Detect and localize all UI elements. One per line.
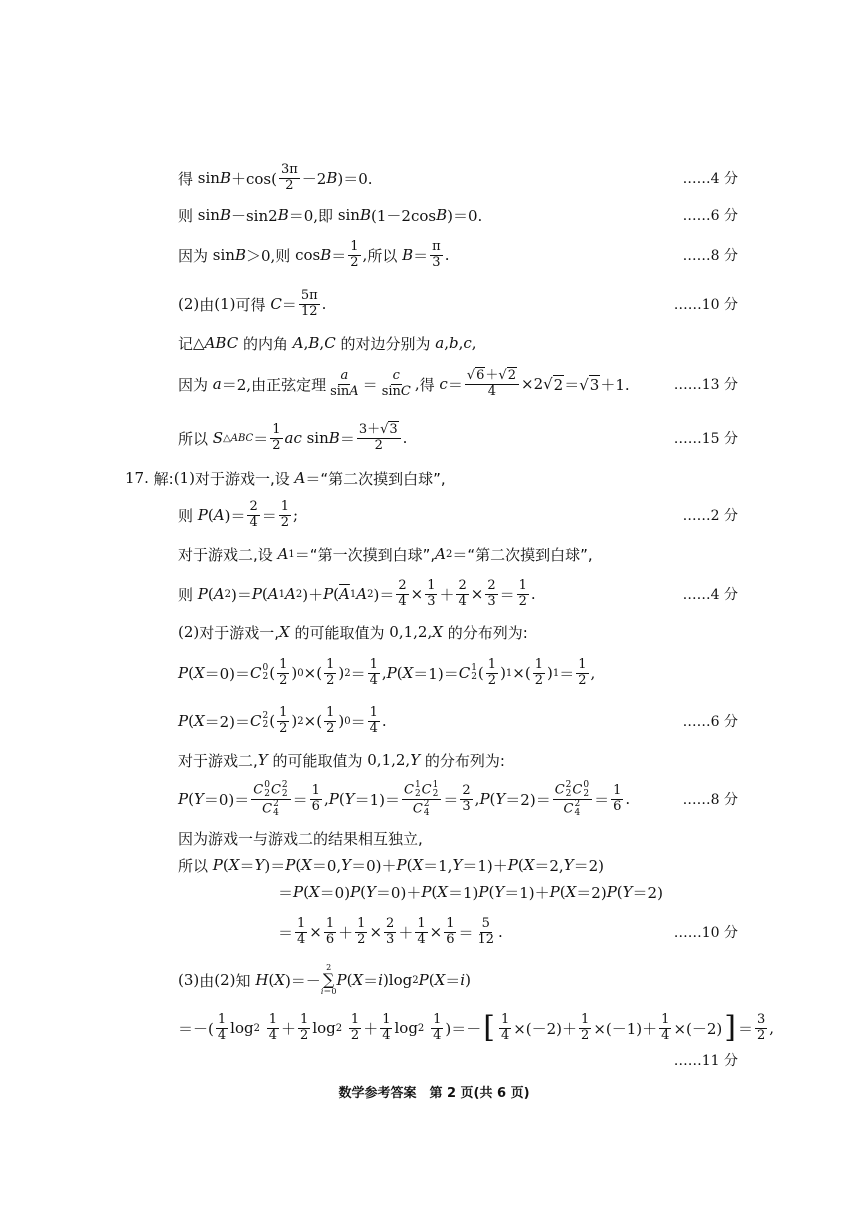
solution-line xyxy=(178,1006,775,1050)
math-expression: 则 sin B －sin2 B ＝0, 即 sin B (1－2cos B )＝0. xyxy=(178,206,483,225)
math-expression: ＝ $\frac{1}{4}$ × $\frac{1}{6}$ ＋ $\frac{1}{2}$ × $\frac{2}{3}$ ＋ $\frac{1}{4}$ × $\frac{1}{6}$ ＝ $\frac{5}{12}$ . xyxy=(278,915,503,947)
score-mark: ……13 分 xyxy=(673,377,738,393)
solution-line xyxy=(178,238,738,272)
solution-line xyxy=(178,366,738,402)
fraction: $\frac{3\pi}{2}$ xyxy=(280,161,298,193)
solution-line xyxy=(278,914,738,950)
math-expression: 因为游戏一与游戏二的结果相互独立, xyxy=(178,829,423,848)
score-mark: ……11 分 xyxy=(673,1053,738,1069)
score-mark: ……10 分 xyxy=(673,925,738,941)
solution-line xyxy=(178,203,738,227)
math-expression: (2) 由 (1) 可得 C ＝ $\frac{5\pi}{12}$ . xyxy=(178,287,327,319)
math-expression: 所以 P ( X ＝ Y )＝ P ( X ＝0, Y ＝0)＋ P ( X ＝1, Y ＝1)＋ P ( X ＝2, Y ＝2) xyxy=(178,856,605,875)
score-mark: ……6 分 xyxy=(682,208,738,224)
math-expression: ＝ P ( X ＝0) P ( Y ＝0)＋ P ( X ＝1) P ( Y ＝1)＋ P ( X ＝2) P ( Y ＝2) xyxy=(278,883,663,902)
score-mark: ……8 分 xyxy=(682,248,738,264)
solution-line xyxy=(178,655,738,691)
math-expression: 所以 S △ABC ＝ $\frac{1}{2}$ ac sin B ＝ $\frac{3+√3}{2}$ . xyxy=(178,421,408,453)
math-expression: (2) 对于游戏一, X 的可能取值为 0,1,2, X 的分布列为: xyxy=(178,623,528,642)
math-expression: 因为 sin B ＞0, 则 cos B ＝ $\frac{1}{2}$ , 所以 B ＝ $\frac{\pi}{3}$ . xyxy=(178,238,450,270)
solution-line xyxy=(178,162,738,194)
solution-line xyxy=(278,880,738,904)
math-expression: P ( X ＝2)＝ C 2 2 ( $\frac{1}{2}$ ) 2 ×( $\frac{1}{2}$ ) 0 ＝ $\frac{1}{4}$ . xyxy=(178,704,387,736)
solution-line xyxy=(178,962,738,998)
problem-header xyxy=(125,466,738,490)
solution-line xyxy=(178,331,738,355)
math-expression: 对于游戏二, Y 的可能取值为 0,1,2, Y 的分布列为: xyxy=(178,751,505,770)
solution-line xyxy=(178,420,738,456)
math-expression: P ( Y ＝0)＝ C 0 2 C 2 2 C 2 4 ＝ $\frac{1}{6}$ , P ( Y ＝1)＝ C 1 2 C 1 2 C 2 4 ＝ $\frac{2}{3}$ , P ( Y ＝2)＝ C 2 2 C 0 2 C 2 4 ＝ $\frac{1}{6}$ . xyxy=(178,779,631,818)
score-mark: ……4 分 xyxy=(682,587,738,603)
math-expression: 记 △ ABC 的内角 A , B , C 的对边分别为 a , b , c , xyxy=(178,334,477,353)
score-mark: ……4 分 xyxy=(682,171,738,187)
solution-line xyxy=(178,542,738,566)
page-footer: 数学参考答案 第 2 页(共 6 页) xyxy=(338,1086,530,1101)
score-mark: ……10 分 xyxy=(673,297,738,313)
math-expression: (3) 由 (2) 知 H ( X )＝－ 2 ∑ i＝0 P ( X ＝ i )log 2 P ( X ＝ i ) xyxy=(178,963,471,996)
score-mark: ……2 分 xyxy=(682,508,738,524)
score-mark: ……8 分 xyxy=(682,792,738,808)
score-mark: ……6 分 xyxy=(682,714,738,730)
solution-line xyxy=(178,703,738,739)
solution-line xyxy=(178,287,738,321)
math-expression: P ( X ＝0)＝ C 0 2 ( $\frac{1}{2}$ ) 0 ×( $\frac{1}{2}$ ) 2 ＝ $\frac{1}{4}$ , P ( X ＝1)＝ C 1 2 ( $\frac{1}{2}$ ) 1 ×( $\frac{1}{2}$ ) 1 ＝ $\frac{1}{2}$ , xyxy=(178,656,596,688)
solution-line xyxy=(178,498,738,532)
math-expression: 得 sin B ＋cos( $\frac{3\pi}{2}$ －2 B )＝0. xyxy=(178,161,373,193)
math-expression: 对于游戏二,设 A 1 ＝ “第一次摸到白球”, A 2 ＝ “第二次摸到白球”, xyxy=(178,545,593,564)
score-mark: ……15 分 xyxy=(673,431,738,447)
solution-line xyxy=(178,826,738,850)
math-expression: ＝－( $\frac{1}{4}$ log 2 $\frac{1}{4}$ ＋ $\frac{1}{2}$ log 2 $\frac{1}{2}$ ＋ $\frac{1}{4}$ log 2 $\frac{1}{4}$ )＝－ [ $\frac{1}{4}$ ×(－2)＋ $\frac{1}{2}$ ×(－1)＋ $\frac{1}{4}$ ×(－2) ] ＝ $\frac{3}{2}$ , xyxy=(178,1010,775,1045)
solution-line xyxy=(178,620,738,644)
math-expression: 17. 解: (1) 对于游戏一,设 A ＝ “第二次摸到白球”, xyxy=(125,469,446,488)
math-expression: 则 P ( A 2 )＝ P ( A 1 A 2 )＋ P ( $\overline{A}$ 1 A 2 )＝ $\frac{2}{4}$ × $\frac{1}{3}$ ＋ $\frac{2}{4}$ × $\frac{2}{3}$ ＝ $\frac{1}{2}$ . xyxy=(178,577,536,609)
math-expression: 则 P ( A )＝ $\frac{2}{4}$ ＝ $\frac{1}{2}$ ; xyxy=(178,498,299,530)
solution-line xyxy=(178,778,738,820)
solution-line xyxy=(178,577,738,611)
solution-line xyxy=(178,748,738,772)
solution-line xyxy=(178,853,738,877)
math-expression: 因为 a ＝2, 由正弦定理 $\frac{a}{\sin A}$ ＝ $\frac{c}{\sin C}$ , 得 c ＝ $\frac{√6+√2}{4}$ ×2√ 2 ＝√ 3 ＋1. xyxy=(178,367,630,399)
summation: 2 ∑ i＝0 xyxy=(320,963,337,996)
